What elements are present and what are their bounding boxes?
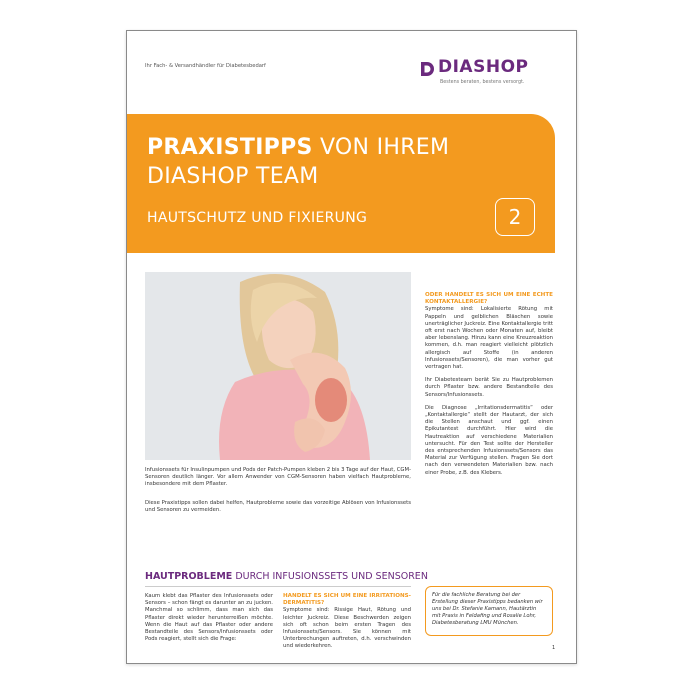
title-rest: VON IHREM [312, 135, 450, 160]
section-heading-bold: HAUTPROBLEME [145, 571, 233, 582]
right-column [425, 292, 553, 477]
left-column-text: Kaum klebt das Pflaster des Infusionssets oder Sensors – schon fängt es darunter an zu jucken. Manchmal so schlimm, dass man sich das Pflaster direkt wieder herunterreißen möchte. Wenn die Haut auf das Pflaster oder andere Bestandteile des Sensors/Infusionssets oder Pods reagiert, stellt sich die Frage: [145, 593, 273, 643]
document-page [126, 30, 577, 664]
photo-illustration [145, 272, 411, 460]
allergy-text: Symptome sind: Lokalisierte Rötung mit Pappeln und gelblichen Bläschen sowie unerträglicher Juckreiz. Eine Kontaktallergie tritt oft erst nach Wochen oder Monaten auf, bleibt aber lebenslang. Hinzu kann eine Kreuzreaktion kommen, d.h. man reagiert vielleicht plötzlich allergisch auf Stoffe (in anderen Infusionssets/Sensoren), die man vorher gut vertragen hat. [425, 306, 553, 371]
header-tagline: Ihr Fach- & Versandhändler für Diabetesbedarf [145, 63, 266, 69]
title-line-2: DIASHOP TEAM [147, 164, 319, 189]
intro-paragraph-2: Diese Praxistipps sollen dabei helfen, Hautprobleme sowie das vorzeitige Ablösen von Infusionssets und Sensoren zu vermeiden. [145, 500, 411, 514]
logo-subline: Bestens beraten, bestens versorgt. [440, 80, 525, 85]
title-line-1 [147, 135, 449, 160]
girl-arm-photo [145, 272, 411, 460]
banner-subtitle: HAUTSCHUTZ UND FIXIERUNG [147, 210, 368, 226]
diagnosis-text: Die Diagnose „Irritationsdermatitis“ oder „Kontaktallergie“ stellt der Hautarzt, der sich die Stellen anschaut und ggf. einen Epikutantest durchführt. Hier wird die Hautreaktion auf verschiedene Materialien untersucht. Für den Test sollte der Hersteller des entsprechenden Infusionssets/Sensors das Material zur Verfügung stellen. Fragen Sie dort nach den verwendeten Materialien bzw. nach einer Probe, z.B. des Klebers. [425, 404, 553, 476]
section-heading [145, 571, 428, 582]
logo-wordmark: DIASHOP [438, 57, 529, 77]
diashop-logo-icon [419, 61, 435, 77]
title-bold: PRAXISTIPPS [147, 135, 313, 160]
issue-number-badge: 2 [495, 198, 535, 236]
intro-paragraph-1: Infusionssets für Insulinpumpen und Pods der Patch-Pumpen kleben 2 bis 3 Tage auf der Haut, CGM-Sensoren deutlich länger. Vor allem Anwender von CGM-Sensoren haben vielfach Hautprobleme, insbesondere mit dem Pflaster. [145, 467, 411, 488]
page-number: 1 [552, 645, 556, 651]
section-heading-rest: DURCH INFUSIONSSETS UND SENSOREN [232, 571, 428, 582]
advice-text: Ihr Diabetesteam berät Sie zu Hautproblemen durch Pflaster bzw. andere Bestandteile des Sensors/Infusionssets. [425, 377, 553, 398]
diashop-logo [419, 57, 559, 97]
section-divider [145, 586, 411, 587]
acknowledgement-box: Für die fachliche Beratung bei der Erstellung dieser Praxistipps bedanken wir uns bei Dr. Stefanie Kamann, Hautärztin mit Praxis in Feldafing und Rosalie Lohr, Diabetesberatung LMU München. [425, 586, 553, 636]
irritation-heading: HANDELT ES SICH UM EINE IRRITATIONS-DERMATITIS? [283, 593, 411, 607]
allergy-heading: ODER HANDELT ES SICH UM EINE ECHTE KONTAKTALLERGIE? [425, 292, 553, 306]
middle-column [283, 593, 411, 651]
irritation-text: Symptome sind: Rissige Haut, Rötung und leichter Juckreiz. Diese Beschwerden zeigen sich oft schon beim ersten Tragen des Infusionssets/Sensors. Sie können mit Unterbrechungen auftreten, d.h. verschwinden und wiederkehren. [283, 607, 411, 650]
